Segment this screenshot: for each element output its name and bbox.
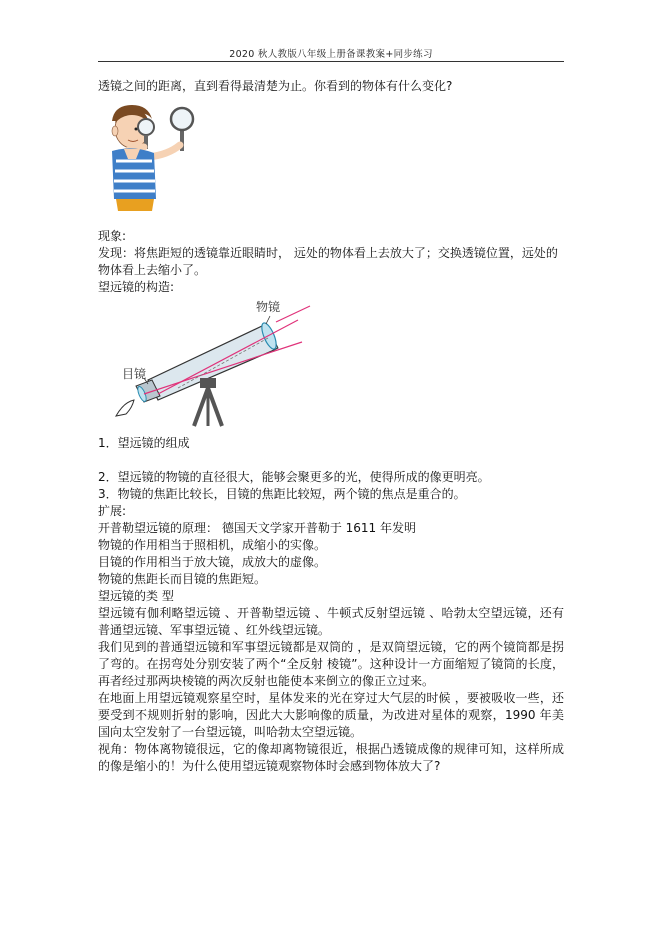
telescope-diagram bbox=[98, 298, 338, 428]
types-heading: 望远镜的类 型 bbox=[98, 589, 174, 603]
intro-question: 透镜之间的距离，直到看得最清楚为止。你看到的物体有什么变化? bbox=[98, 79, 453, 93]
focal-length-note: 物镜的焦距长而目镜的焦距短。 bbox=[98, 572, 267, 586]
structure-point-1: 1．望远镜的组成 bbox=[98, 436, 190, 450]
structure-point-2: 2．望远镜的物镜的直径很大，能够会聚更多的光，使得所成的像更明亮。 bbox=[98, 470, 490, 484]
visual-angle-paragraph: 视角：物体离物镜很远，它的像却离物镜很近，根据凸透镜成像的规律可知，这样所成的像是缩小的！为什么使用望远镜观察物体时会感到物体放大了? bbox=[98, 742, 564, 773]
blank-line bbox=[98, 452, 564, 469]
observation-label: 现象: bbox=[98, 229, 127, 243]
objective-lens-label: 物镜 bbox=[256, 300, 281, 314]
document-body bbox=[98, 78, 564, 775]
structure-heading: 望远镜的构造: bbox=[98, 280, 175, 294]
structure-point-3: 3．物镜的焦距比较长，目镜的焦距比较短，两个镜的焦点是重合的。 bbox=[98, 487, 466, 501]
kepler-principle: 开普勒望远镜的原理： 德国天文学家开普勒于 1611 年发明 bbox=[98, 521, 416, 535]
hubble-paragraph: 在地面上用望远镜观察星空时，星体发来的光在穿过大气层的时候 ，要被吸收一些，还要受到不规则折射的影响，因此大大影响像的质量，为改进对星体的观察，1990 年美国向太空发射了一台望远镜，叫哈勃太空望远镜。 bbox=[98, 691, 564, 739]
extension-heading: 扩展: bbox=[98, 504, 127, 518]
eyepiece-label: 目镜 bbox=[122, 367, 147, 381]
boy-with-lenses-illustration bbox=[98, 99, 218, 217]
telescope-types-list: 望远镜有伽利略望远镜 、开普勒望远镜 、牛顿式反射望远镜 、哈勃太空望远镜，还有普通望远镜、军事望远镜 、红外线望远镜。 bbox=[98, 606, 564, 637]
header-rule bbox=[98, 61, 564, 62]
observation-finding-line-1: 发现：将焦距短的透镜靠近眼睛时， 远处的物体看上去放大了；交换透镜位置，远处的 bbox=[98, 246, 558, 260]
page-header: 2020 秋人教版八年级上册备课教案+同步练习 bbox=[229, 49, 433, 60]
observation-finding-line-2: 物体看上去缩小了。 bbox=[98, 263, 207, 277]
eyepiece-role: 目镜的作用相当于放大镜，成放大的虚像。 bbox=[98, 555, 327, 569]
binocular-paragraph: 我们见到的普通望远镜和军事望远镜都是双筒的 ，是双筒望远镜，它的两个镜筒都是拐了弯的。在拐弯处分别安装了两个“全反射 棱镜”。这种设计一方面缩短了镜筒的长度，再者经过那两块棱镜的两次反射也能使本来倒立的像正立过来。 bbox=[98, 640, 564, 688]
objective-role: 物镜的作用相当于照相机，成缩小的实像。 bbox=[98, 538, 327, 552]
